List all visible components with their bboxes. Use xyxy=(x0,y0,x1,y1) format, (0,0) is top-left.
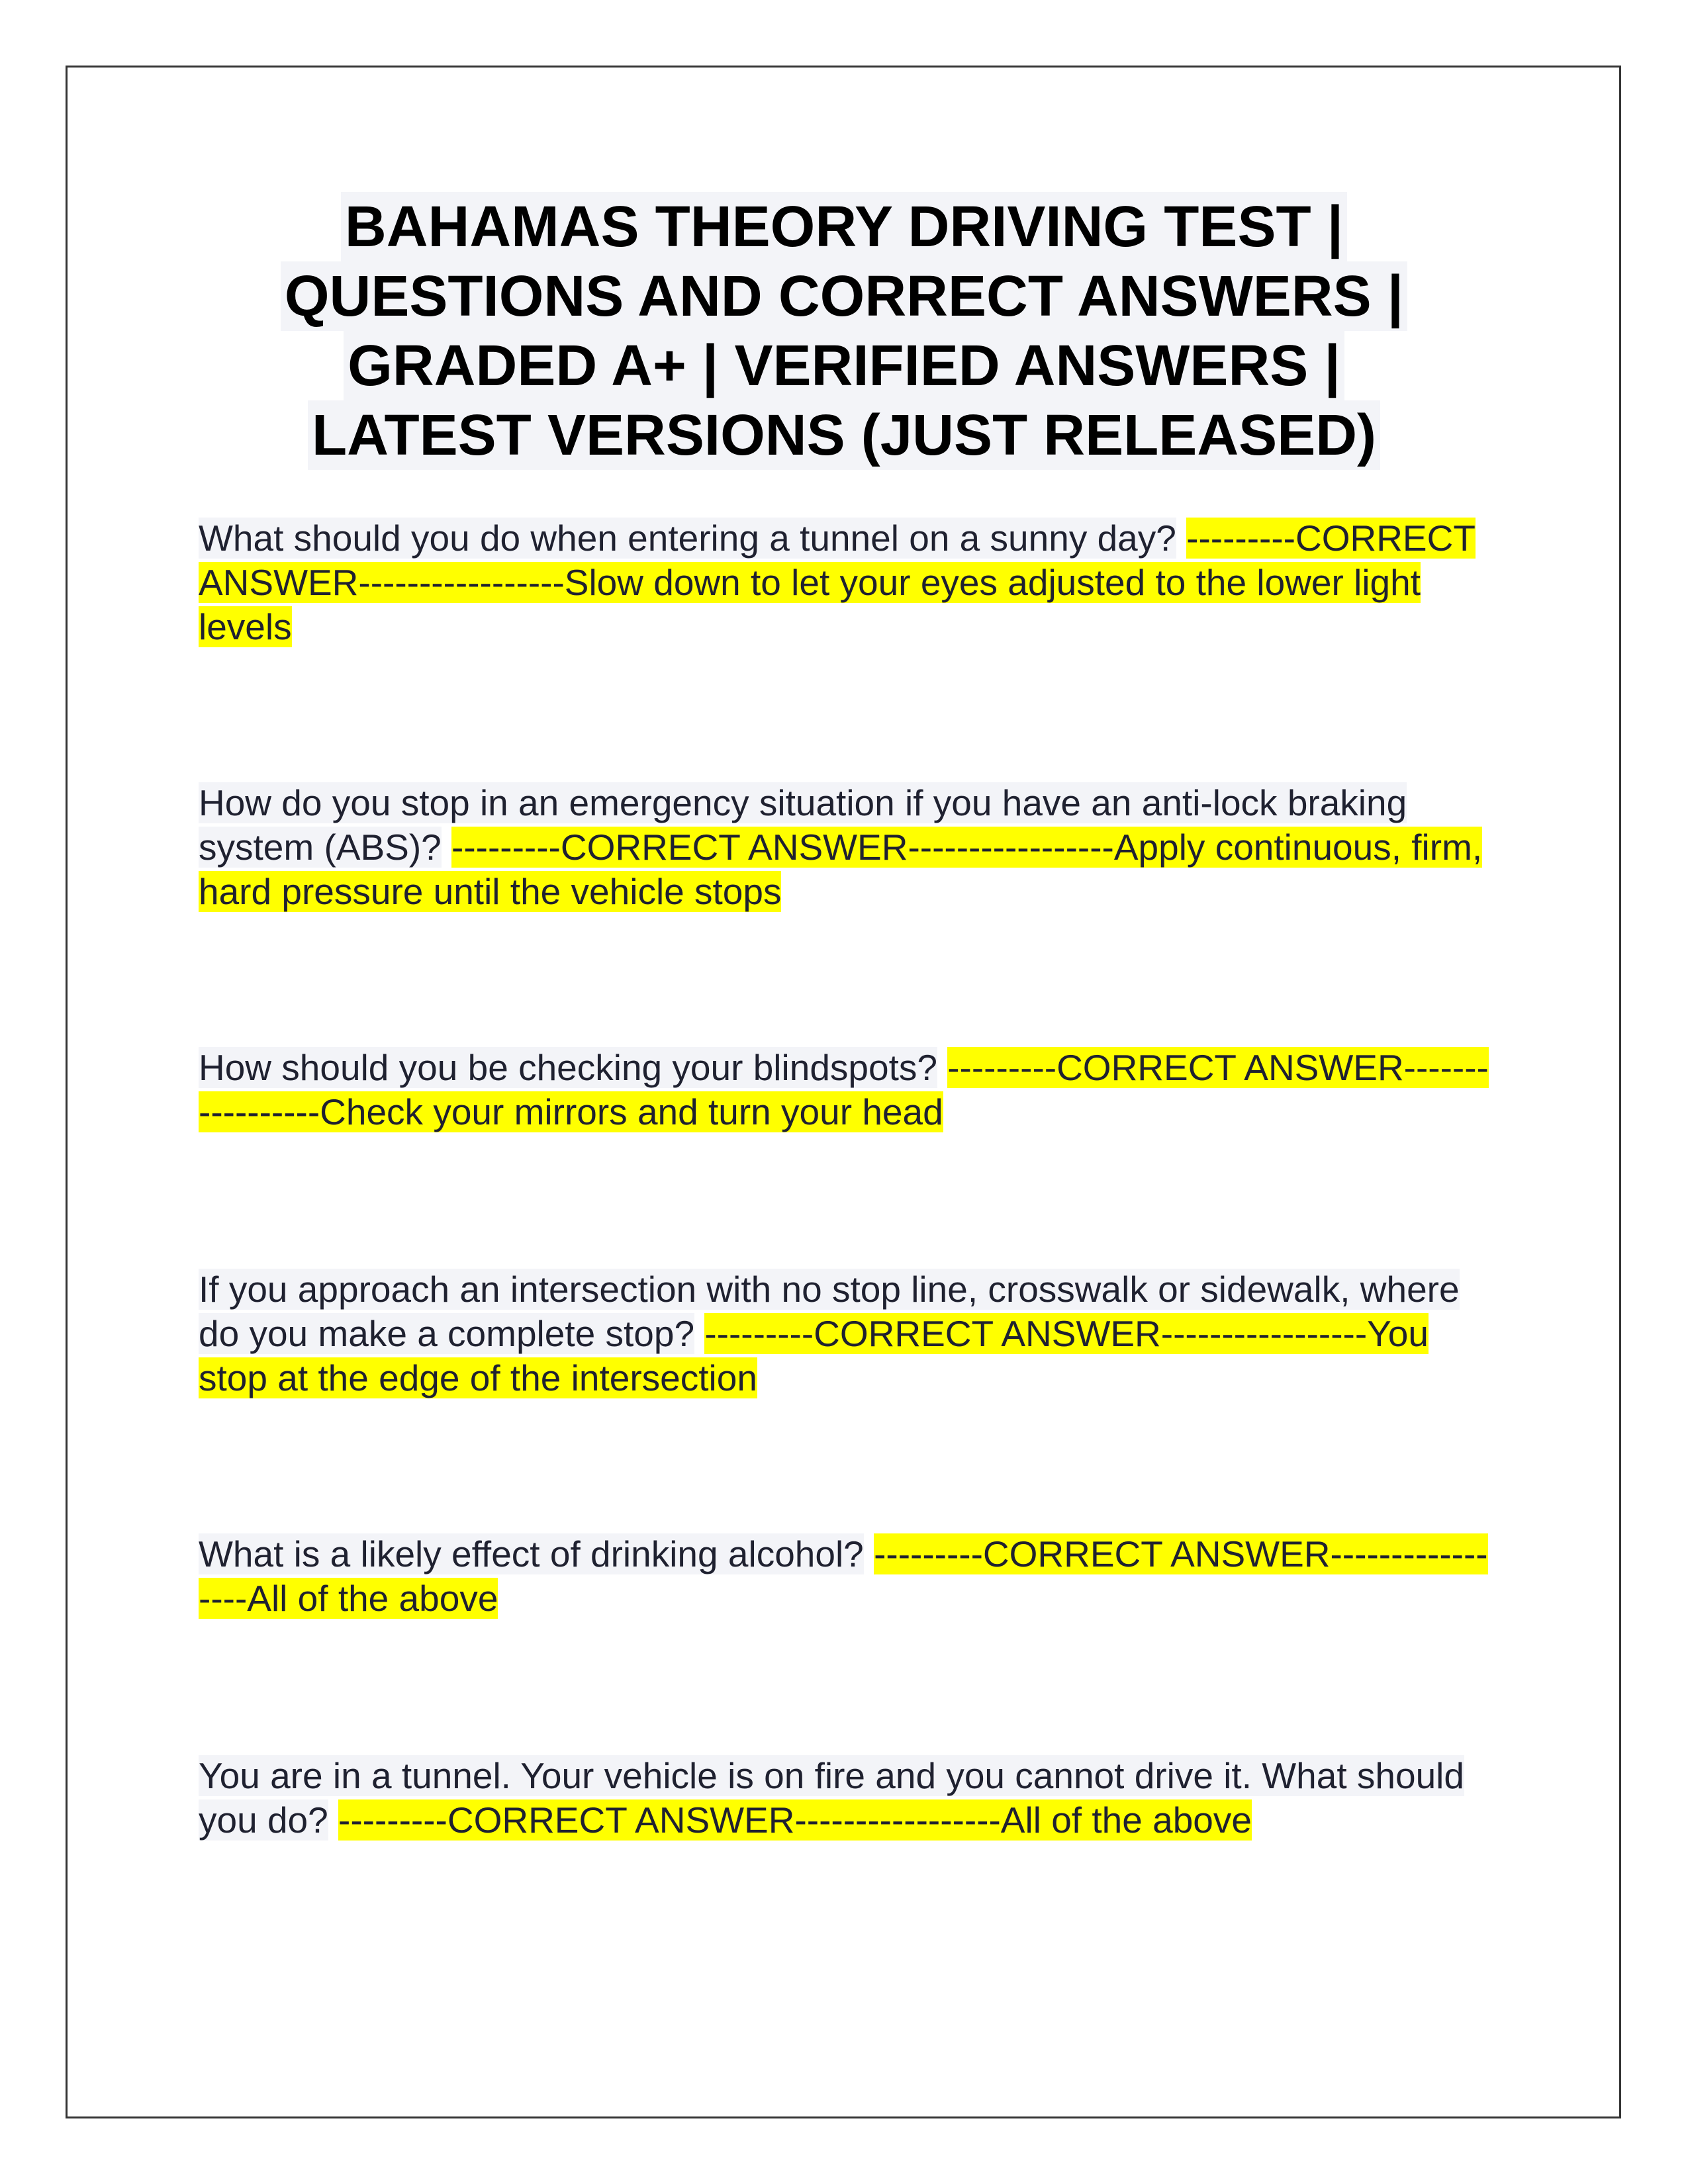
title-line-3: GRADED A+ | VERIFIED ANSWERS | xyxy=(344,331,1344,400)
title-line-2: QUESTIONS AND CORRECT ANSWERS | xyxy=(281,261,1407,331)
qa-item-1 xyxy=(199,516,1496,649)
answer-text: ---------CORRECT ANSWER-----------------Slow down to let your eyes adjusted to the lower light levels xyxy=(199,518,1476,647)
question-text: What should you do when entering a tunnel on a sunny day? xyxy=(199,518,1176,559)
qa-item-2 xyxy=(199,781,1496,914)
answer-text: ---------CORRECT ANSWER-----------------All of the above xyxy=(199,1533,1488,1619)
question-text: If you approach an intersection with no stop line, crosswalk or sidewalk, where do you make a complete stop? xyxy=(199,1269,1460,1354)
answer-text: ---------CORRECT ANSWER-----------------Check your mirrors and turn your head xyxy=(199,1047,1489,1132)
qa-item-4 xyxy=(199,1267,1496,1400)
question-text: What is a likely effect of drinking alcohol? xyxy=(199,1533,864,1574)
qa-item-5 xyxy=(199,1532,1496,1621)
question-text: How do you stop in an emergency situation if you have an anti-lock braking system (ABS)? xyxy=(199,782,1407,868)
question-text: You are in a tunnel. Your vehicle is on fire and you cannot drive it. What should you do? xyxy=(199,1755,1464,1841)
title-line-1: BAHAMAS THEORY DRIVING TEST | xyxy=(341,192,1347,261)
question-text: How should you be checking your blindspots? xyxy=(199,1047,937,1088)
answer-text: ---------CORRECT ANSWER-----------------You stop at the edge of the intersection xyxy=(199,1313,1429,1398)
answer-text: ---------CORRECT ANSWER-----------------All of the above xyxy=(338,1799,1252,1841)
qa-item-6 xyxy=(199,1754,1496,1843)
qa-item-3 xyxy=(199,1046,1496,1134)
document-title xyxy=(185,192,1503,470)
title-line-4: LATEST VERSIONS (JUST RELEASED) xyxy=(308,400,1380,470)
answer-text: ---------CORRECT ANSWER-----------------Apply continuous, firm, hard pressure until the vehicle stops xyxy=(199,827,1483,912)
